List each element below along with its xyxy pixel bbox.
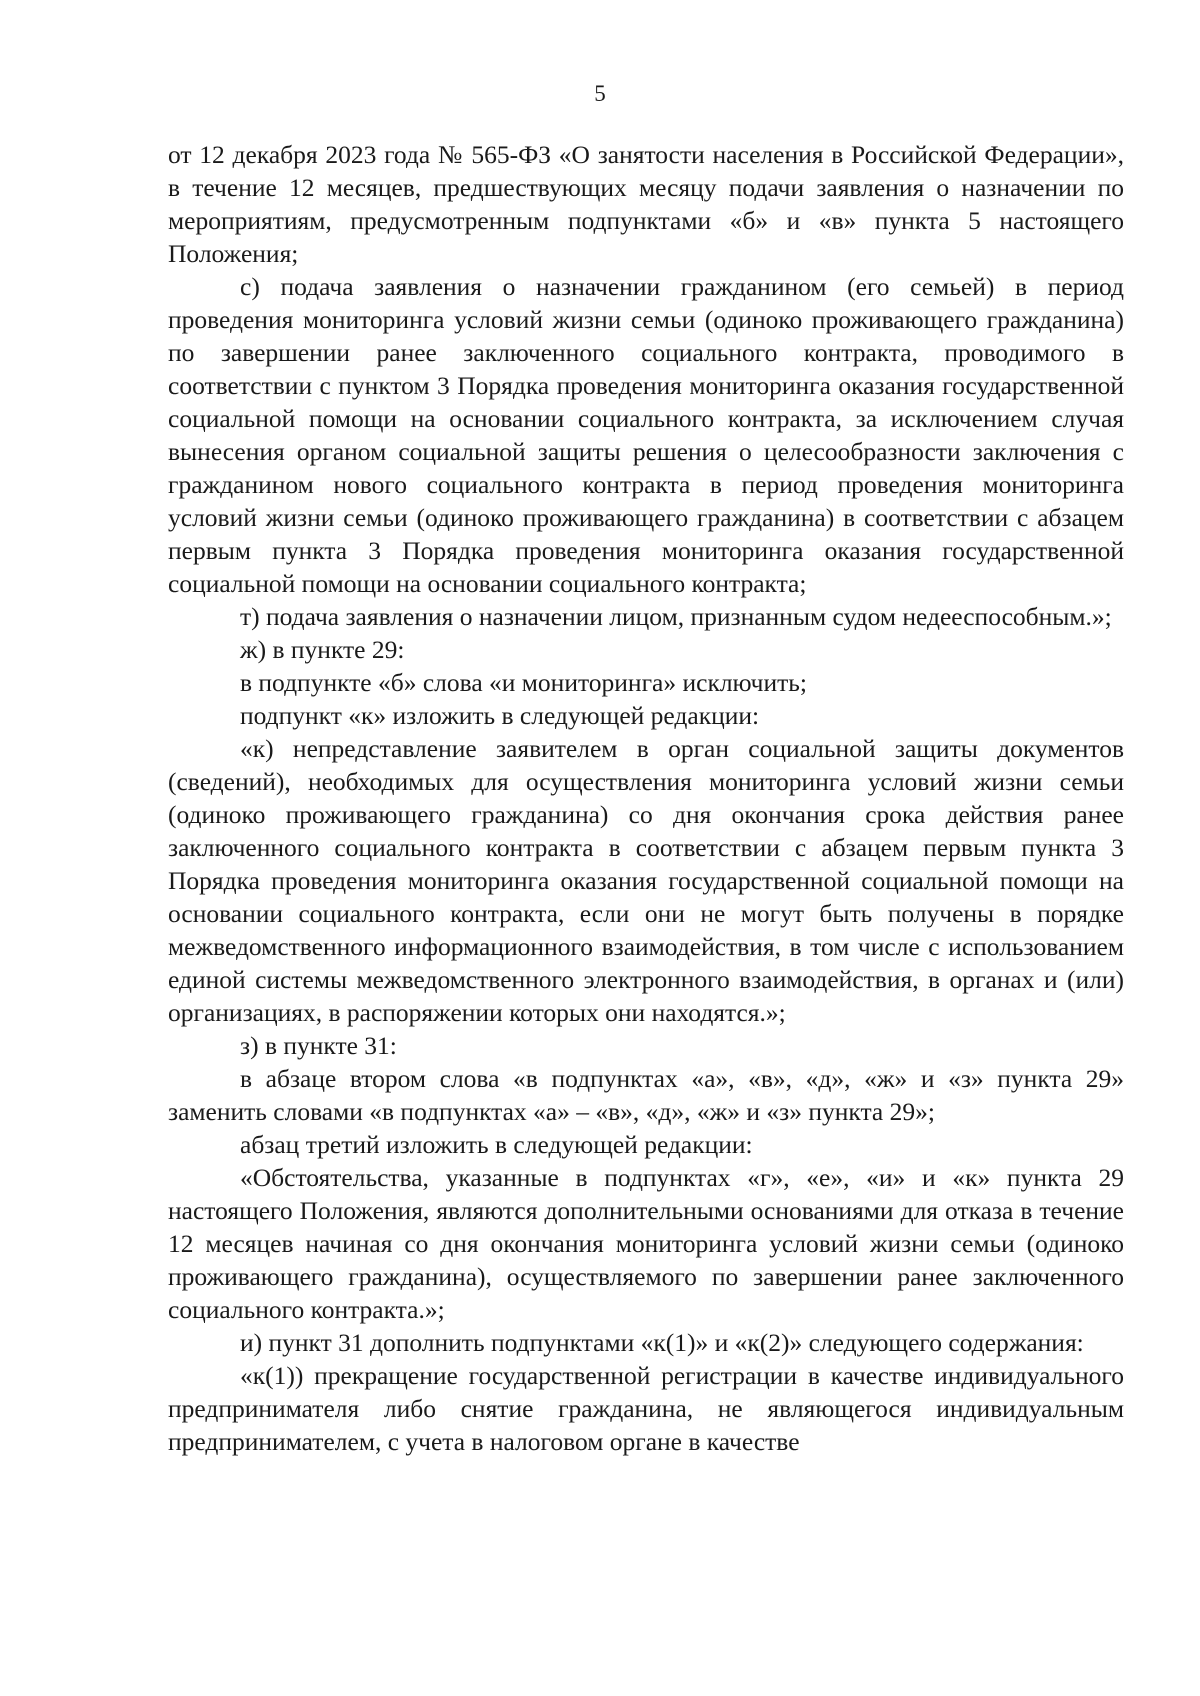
paragraph-amendment-third-abzac-intro: абзац третий изложить в следующей редакции: <box>240 1130 753 1159</box>
paragraph-subitem-k1: «к(1)) прекращение государственной регистрации в качестве индивидуального предпринимателя либо снятие гражданина, не являющегося индивидуальным предпринимателем, с учета в налоговом органе в качестве <box>168 1361 1124 1456</box>
paragraph-subitem-s: с) подача заявления о назначении гражданином (его семьей) в период проведения мониторинга условий жизни семьи (одиноко проживающего гражданина) по завершении ранее заключенного социального контракта, проводимого в соответствии с пунктом 3 Порядка проведения мониторинга оказания государственной социальной помощи на основании социального контракта, за исключением случая вынесения органом социальной защиты решения о целесообразности заключения с гражданином нового социального контракта в период проведения мониторинга условий жизни семьи (одиноко проживающего гражданина) в соответствии с абзацем первым пункта 3 Порядка проведения мониторинга оказания государственной социальной помощи на основании социального контракта; <box>168 272 1124 598</box>
paragraph-subitem-k: «к) непредставление заявителем в орган социальной защиты документов (сведений), необходимых для осуществления мониторинга условий жизни семьи (одиноко проживающего гражданина) со дня окончания срока действия ранее заключенного социального контракта в соответствии с абзацем первым пункта 3 Порядка проведения мониторинга оказания государственной социальной помощи на основании социального контракта, если они не могут быть получены в порядке межведомственного информационного взаимодействия, в том числе с использованием единой системы межведомственного электронного взаимодействия, в органах и (или) организациях, в распоряжении которых они находятся.»; <box>168 734 1124 1027</box>
document-body <box>168 138 1124 1458</box>
paragraph-circumstances: «Обстоятельства, указанные в подпунктах «г», «е», «и» и «к» пункта 29 настоящего Положения, являются дополнительными основаниями для отказа в течение 12 месяцев начиная со дня окончания мониторинга условий жизни семьи (одиноко проживающего гражданина), осуществляемого по завершении ранее заключенного социального контракта.»; <box>168 1163 1124 1324</box>
paragraph-amendment-b: в подпункте «б» слова «и мониторинга» исключить; <box>240 668 807 697</box>
paragraph-item-i: и) пункт 31 дополнить подпунктами «к(1)» и «к(2)» следующего содержания: <box>240 1328 1084 1357</box>
paragraph-continuation: от 12 декабря 2023 года № 565-ФЗ «О занятости населения в Российской Федерации», в течение 12 месяцев, предшествующих месяцу подачи заявления о назначении по мероприятиям, предусмотренным подпунктами «б» и «в» пункта 5 настоящего Положения; <box>168 140 1124 268</box>
paragraph-item-zh: ж) в пункте 29: <box>240 635 405 664</box>
paragraph-amendment-k-intro: подпункт «к» изложить в следующей редакции: <box>240 701 760 730</box>
paragraph-amendment-second-abzac: в абзаце втором слова «в подпунктах «а», «в», «д», «ж» и «з» пункта 29» заменить словами «в подпунктах «а» – «в», «д», «ж» и «з» пункта 29»; <box>168 1064 1124 1126</box>
paragraph-subitem-t: т) подача заявления о назначении лицом, признанным судом недееспособным.»; <box>240 602 1112 631</box>
page-number: 5 <box>594 81 606 106</box>
paragraph-item-z: з) в пункте 31: <box>240 1031 397 1060</box>
